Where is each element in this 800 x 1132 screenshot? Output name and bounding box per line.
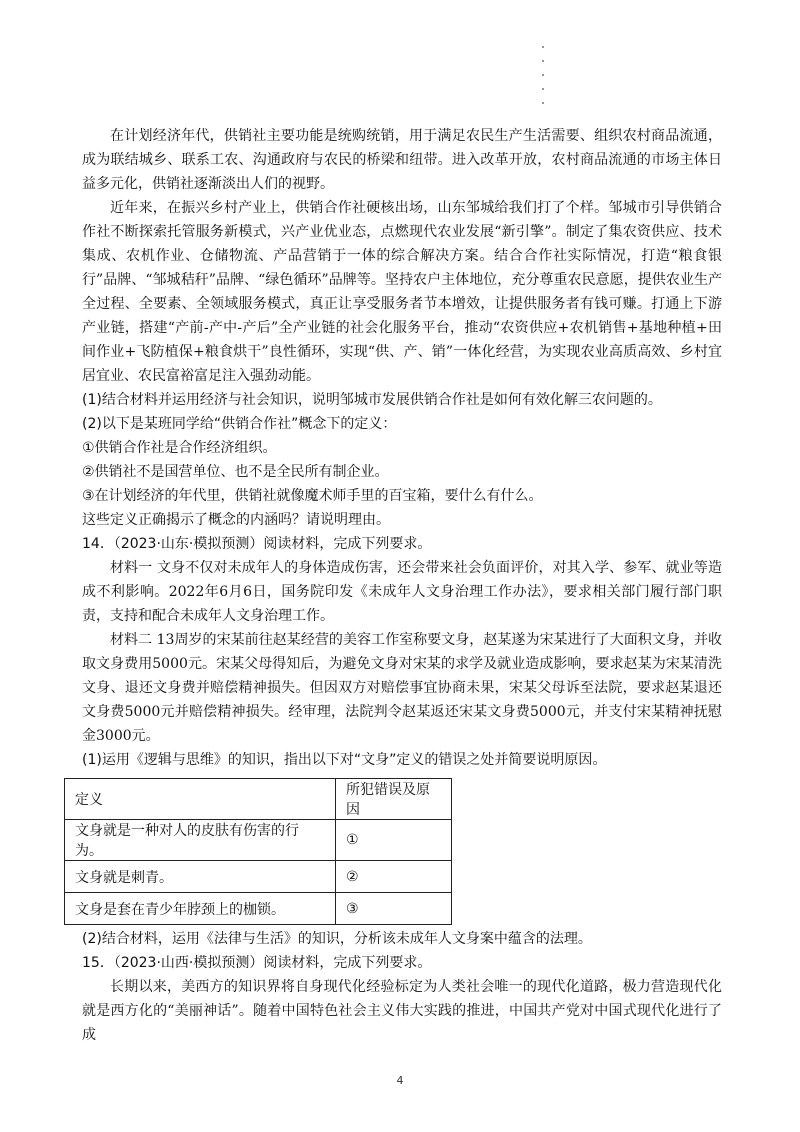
table-cell: 文身就是刺青。 [65,861,336,893]
q14-material-2: 材料二 13周岁的宋某前往赵某经营的美容工作室称要文身，赵某遂为宋某进行了大面积文身，并收取文身费用5000元。宋某父母得知后，为避免文身对宋某的求学及就业造成影响，要求赵某为宋某清洗文身、退还文身费并赔偿精神损失。但因双方对赔偿事宜协商未果，宋某父母诉至法院，要求赵某退还文身费5000元并赔偿精神损失。经审理，法院判令赵某返还宋某文身费5000元，并支付宋某精神抚慰金3000元。 [82,632,722,744]
q15-paragraph: 长期以来，美西方的知识界将自身现代化经验标定为人类社会唯一的现代化道路，极力营造现代化就是西方化的“美丽神话”。随着中国特色社会主义伟大实践的推进，中国共产党对中国式现代化进行了成 [82,979,722,1043]
dot [542,60,544,62]
table-header-cell: 定义 [65,779,336,820]
definition-item: ①供销合作社是合作经济组织。 [82,440,277,456]
table-row [65,893,452,925]
q14-material-1: 材料一 文身不仅对未成年人的身体造成伤害，还会带来社会负面评价，对其入学、参军、就业等造成不利影响。2022年6月6日，国务院印发《未成年人文身治理工作办法》，要求相关部门履行部门职责，支持和配合未成年人文身治理工作。 [82,560,722,624]
definition-table [64,778,452,925]
table-cell: 文身就是一种对人的皮肤有伤害的行为。 [65,820,336,861]
dot [542,74,544,76]
table-cell: ③ [336,893,452,925]
table-row [65,820,452,861]
q14-heading: 14．（2023·山东·模拟预测）阅读材料，完成下列要求。 [82,536,432,552]
q13-part1: (1)结合材料并运用经济与社会知识，说明邹城市发展供销合作社是如何有效化解三农问题的。 [82,392,662,408]
margin-dots [540,46,546,116]
paragraph-supply-coop-history: 在计划经济年代，供销社主要功能是统购统销，用于满足农民生产生活需要、组织农村商品流通，成为联结城乡、联系工农、沟通政府与农民的桥梁和纽带。进入改革开放，农村商品流通的市场主体日益多元化，供销社逐渐淡出人们的视野。 [82,128,722,192]
q15-heading: 15．（2023·山西·模拟预测）阅读材料，完成下列要求。 [82,955,432,971]
q14-part2: (2)结合材料，运用《法律与生活》的知识，分析该未成年人文身案中蕴含的法理。 [82,931,592,947]
table-header-cell: 所犯错误及原因 [336,779,452,820]
table-cell: ① [336,820,452,861]
paragraph-zoucheng: 近年来，在振兴乡村产业上，供销合作社硬核出场，山东邹城给我们打了个样。邹城市引导供销合作社不断探索托管服务新模式，兴产业优业态，点燃现代农业发展“新引擎”。制定了集农资供应、技术集成、农机作业、仓储物流、产品营销于一体的综合解决方案。结合合作社实际情况，打造“粮食银行”品牌、“邹城秸秆”品牌、“绿色循环”品牌等。坚持农户主体地位，充分尊重农民意愿，提供农业生产全过程、全要素、全领域服务模式，真正让享受服务者节本增效，让提供服务者有钱可赚。打通上下游产业链，搭建“产前-产中-产后”全产业链的社会化服务平台，推动“农资供应+农机销售+基地种植+田间作业+飞防植保+粮食烘干”良性循环，实现“供、产、销”一体化经营，为实现农业高质高效、乡村宜居宜业、农民富裕富足注入强劲动能。 [82,200,722,384]
dot [542,102,544,104]
table-header-row [65,779,452,820]
dot [542,46,544,48]
page-number: 4 [396,1074,404,1087]
dot [542,88,544,90]
page-content [75,124,722,1047]
q13-part2: (2)以下是某班同学给“供销合作社”概念下的定义： [82,416,397,432]
definition-item: ③在计划经济的年代里，供销社就像魔术师手里的百宝箱，要什么有什么。 [82,488,543,504]
definition-item: ②供销社不是国营单位、也不是全民所有制企业。 [82,464,389,480]
table-row [65,861,452,893]
q13-part2-question: 这些定义正确揭示了概念的内涵吗？请说明理由。 [82,512,390,528]
table-cell: 文身是套在青少年脖颈上的枷锁。 [65,893,336,925]
q14-part1: (1)运用《逻辑与思维》的知识，指出以下对“文身”定义的错误之处并简要说明原因。 [82,752,607,768]
table-cell: ② [336,861,452,893]
